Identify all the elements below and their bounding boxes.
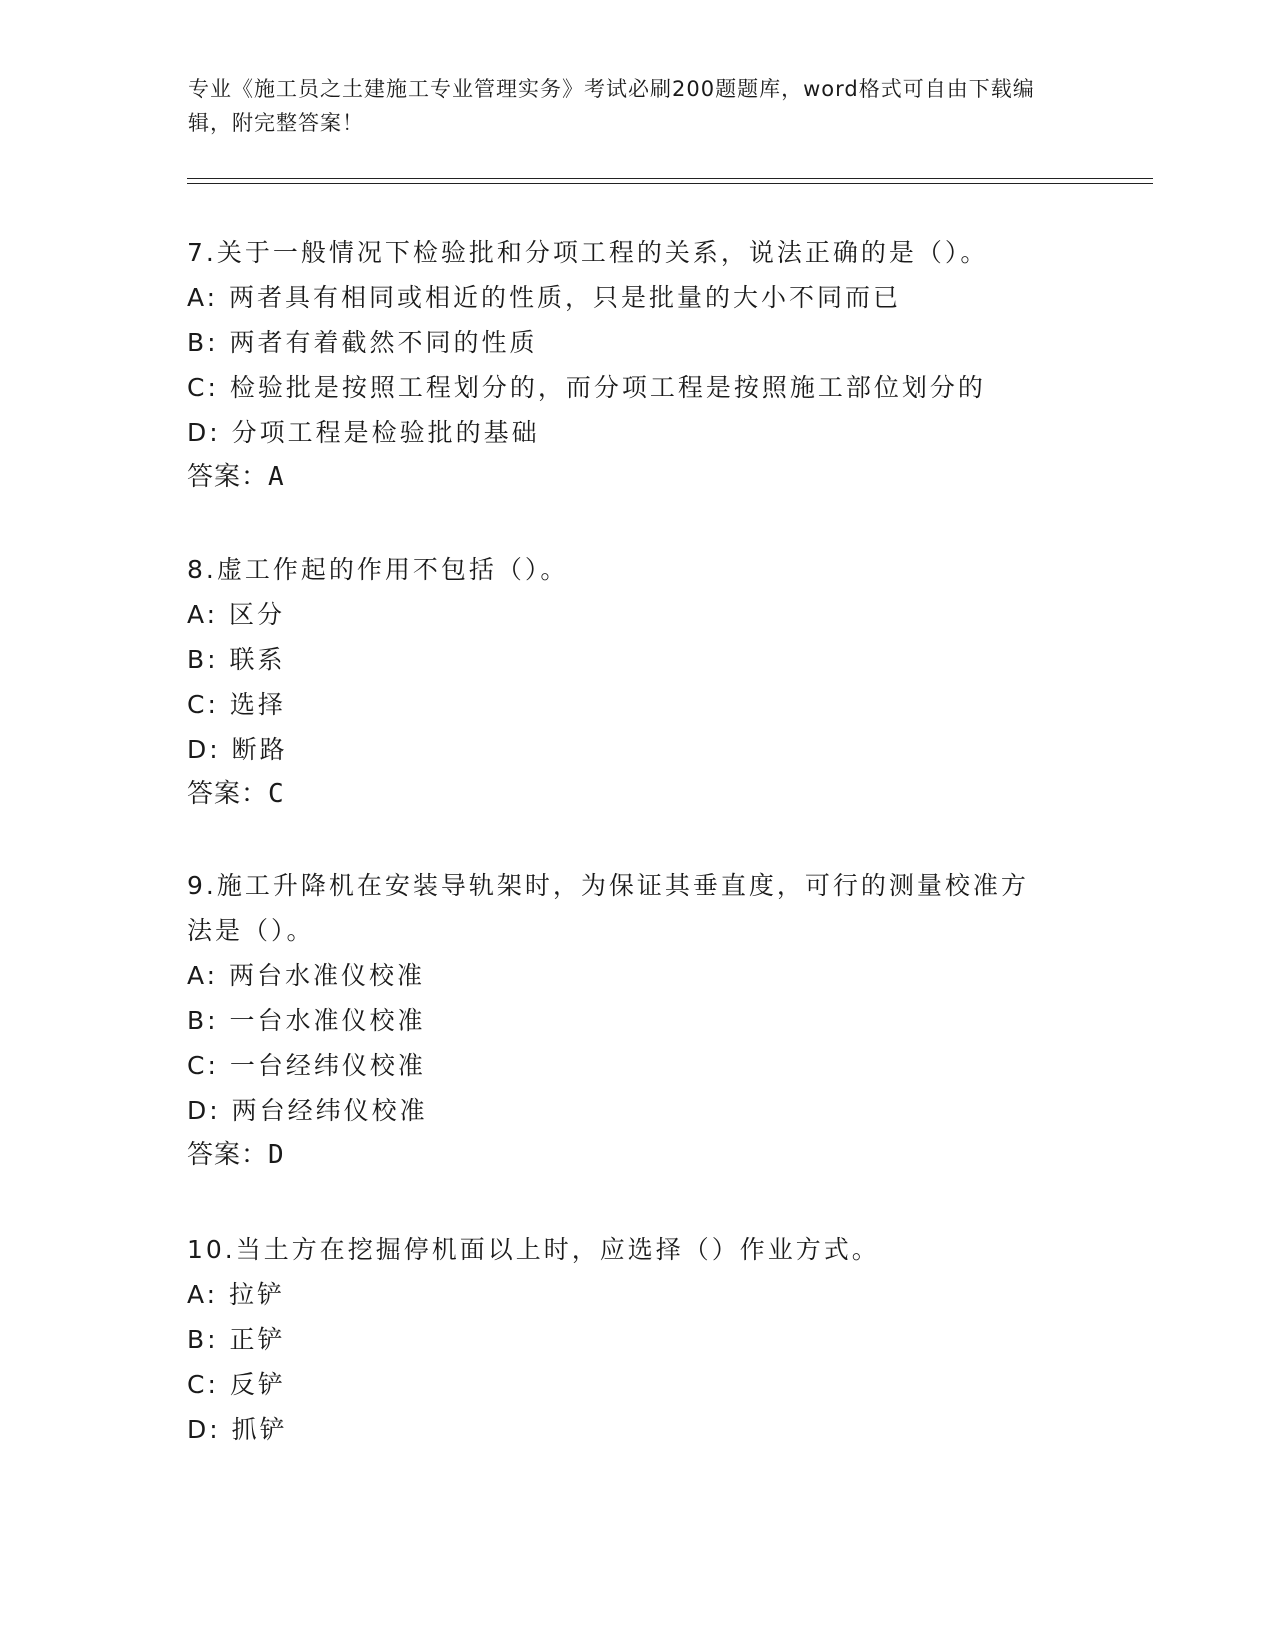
option-d: D: 断路 (187, 735, 288, 764)
answer-label: 答案： (187, 779, 269, 809)
header-divider-bottom (187, 183, 1153, 184)
answer-value: D (268, 1140, 285, 1170)
option-c: C: 一台经纬仪校准 (187, 1051, 426, 1080)
question-9 (187, 863, 1087, 1178)
option-d: D: 抓铲 (187, 1415, 288, 1444)
question-10 (187, 1227, 1087, 1452)
header-divider-top (187, 178, 1153, 179)
option-b: B: 两者有着截然不同的性质 (187, 328, 538, 357)
option-b: B: 一台水准仪校准 (187, 1006, 426, 1035)
question-stem: 7.关于一般情况下检验批和分项工程的关系，说法正确的是（）。 (187, 238, 989, 267)
answer-line (187, 455, 1087, 500)
document-header: 专业《施工员之土建施工专业管理实务》考试必刷200题题库，word格式可自由下载编辑，附完整答案！ (188, 77, 1035, 135)
answer-label: 答案： (187, 1140, 269, 1170)
question-stem: 8.虚工作起的作用不包括（）。 (187, 555, 569, 584)
option-b: B: 联系 (187, 645, 286, 674)
option-d: D: 分项工程是检验批的基础 (187, 418, 540, 447)
option-c: C: 选择 (187, 690, 286, 719)
option-c: C: 检验批是按照工程划分的，而分项工程是按照施工部位划分的 (187, 373, 986, 402)
question-stem: 10.当土方在挖掘停机面以上时，应选择（）作业方式。 (187, 1235, 880, 1264)
question-8 (187, 547, 1087, 817)
answer-value: A (268, 462, 285, 492)
option-a: A: 拉铲 (187, 1280, 286, 1309)
option-a: A: 两者具有相同或相近的性质，只是批量的大小不同而已 (187, 283, 902, 312)
answer-label: 答案： (187, 462, 269, 492)
option-a: A: 区分 (187, 600, 286, 629)
option-d: D: 两台经纬仪校准 (187, 1096, 428, 1125)
question-7 (187, 230, 1087, 500)
option-c: C: 反铲 (187, 1370, 286, 1399)
answer-line (187, 1133, 1087, 1178)
answer-line (187, 772, 1087, 817)
option-a: A: 两台水准仪校准 (187, 961, 426, 990)
answer-value: C (268, 779, 285, 809)
option-b: B: 正铲 (187, 1325, 286, 1354)
question-stem: 9.施工升降机在安装导轨架时，为保证其垂直度，可行的测量校准方法是（）。 (187, 871, 1029, 945)
